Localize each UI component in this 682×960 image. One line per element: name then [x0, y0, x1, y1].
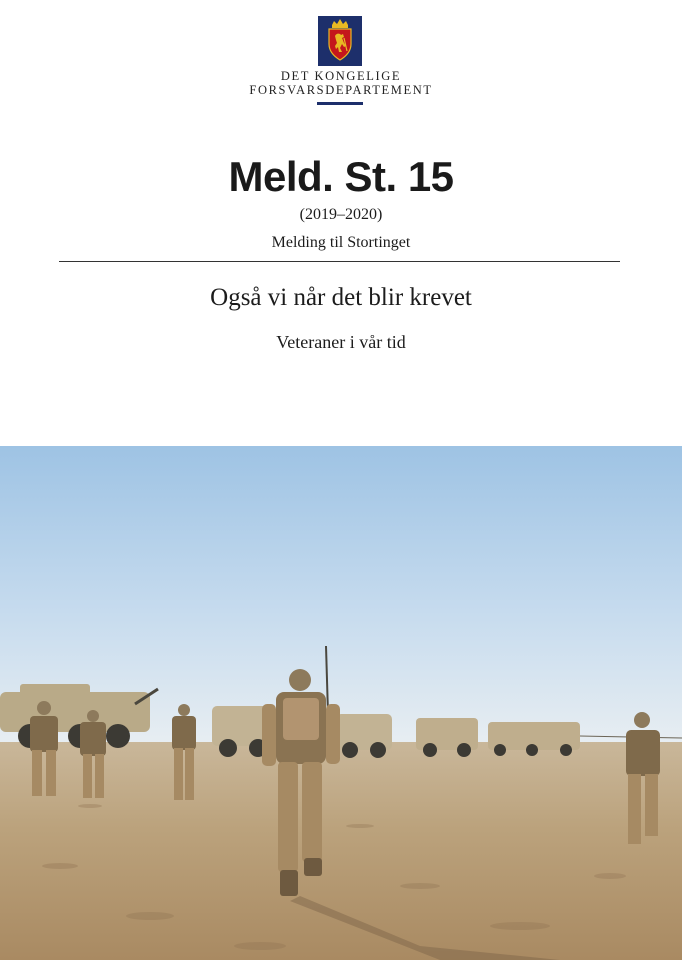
- document-title: Meld. St. 15: [228, 153, 454, 200]
- ministry-line-1: DET KONGELIGE: [280, 69, 402, 83]
- title-divider: [59, 261, 620, 262]
- norwegian-coat-of-arms-icon: [318, 16, 362, 66]
- ministry-underline: [317, 102, 363, 105]
- document-main-title: Også vi når det blir krevet: [210, 284, 472, 311]
- document-subtitle: Melding til Stortinget: [271, 234, 411, 251]
- cover-photo: [0, 446, 682, 960]
- vehicle-right-2: [488, 722, 580, 756]
- document-years: (2019–2020): [299, 206, 383, 223]
- document-tagline: Veteraner i vår tid: [276, 332, 406, 352]
- ministry-line-2: FORSVARSDEPARTEMENT: [249, 83, 433, 97]
- cover-header: [0, 0, 682, 446]
- ministry-name: [0, 69, 682, 97]
